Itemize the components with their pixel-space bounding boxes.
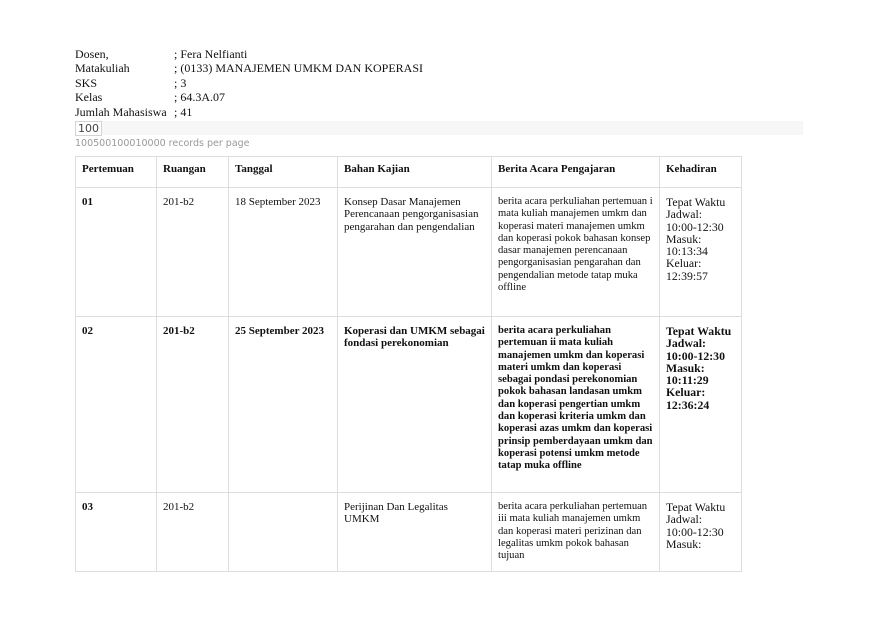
info-value: ; 41 [174, 104, 193, 119]
header-ruangan: Ruangan [157, 157, 229, 188]
table-row [76, 188, 742, 317]
course-info [75, 47, 423, 119]
kehadiran-masuk: 10:11:29 [666, 373, 709, 388]
kehadiran-status: Tepat Waktu [666, 500, 726, 514]
cell-tanggal [229, 493, 338, 572]
cell-tanggal: 25 September 2023 [229, 317, 338, 493]
cell-berita-acara: berita acara perkuliahan pertemuan ii mata kuliah manajemen umkm dan koperasi materi umkm dan koperasi sebagai pondasi perekonomian pokok bahasan landasan umkm dan koperasi pengertian umkm dan koperasi kriteria umkm dan koperasi azas umkm dan koperasi prinsip pemberdayaan umkm dan koperasi potensi umkm metode tatap muka offline [492, 317, 660, 493]
kehadiran-masuk-label: Masuk: [666, 231, 702, 246]
cell-bahan-kajian: Konsep Dasar Manajemen Perencanaan pengorganisasian pengarahan dan pengendalian [338, 188, 492, 317]
kehadiran-masuk-label: Masuk: [666, 360, 705, 375]
records-per-page-label: 100500100010000 records per page [75, 138, 250, 149]
info-row-kelas [75, 90, 423, 104]
kehadiran-jadwal-label: Jadwal: [666, 336, 706, 351]
cell-tanggal: 18 September 2023 [229, 188, 338, 317]
info-label: SKS [75, 75, 98, 90]
kehadiran-keluar: 12:39:57 [666, 268, 708, 283]
cell-berita-acara: berita acara perkuliahan pertemuan i mata kuliah manajemen umkm dan koperasi materi manajemen umkm dan koperasi pokok bahasan konsep dasar manajemen perencanaan pengorganisasian pengarahan dan pengendalian metode tatap muka offline [492, 188, 660, 317]
cell-bahan-kajian: Koperasi dan UMKM sebagai fondasi perekonomian [338, 317, 492, 493]
kehadiran-jadwal-label: Jadwal: [666, 207, 703, 222]
cell-kehadiran [660, 493, 742, 572]
berita-text: berita acara perkuliahan pertemuan iii mata kuliah manajemen umkm dan koperasi materi perizinan dan legalitas umkm pokok bahasan tujuan [498, 501, 648, 562]
info-value: ; (0133) MANAJEMEN UMKM DAN KOPERASI [174, 61, 424, 76]
cell-kehadiran [660, 317, 742, 493]
kehadiran-status: Tepat Waktu [666, 324, 732, 338]
header-bahan-kajian: Bahan Kajian [338, 157, 492, 188]
kehadiran-jadwal: 10:00-12:30 [666, 348, 725, 363]
cell-pertemuan: 02 [76, 317, 157, 493]
cell-pertemuan: 01 [76, 188, 157, 317]
cell-kehadiran [660, 188, 742, 317]
table-row [76, 317, 742, 493]
header-berita-acara: Berita Acara Pengajaran [492, 157, 660, 188]
cell-berita-acara [492, 493, 660, 572]
table-header-row [76, 157, 742, 188]
cell-ruangan: 201-b2 [157, 317, 229, 493]
kehadiran-jadwal: 10:00-12:30 [666, 524, 724, 539]
cell-pertemuan: 03 [76, 493, 157, 572]
kehadiran-status: Tepat Waktu [666, 195, 726, 209]
kehadiran-keluar-label: Keluar: [666, 385, 706, 400]
kehadiran-keluar-label: Keluar: [666, 256, 702, 271]
info-label: Matakuliah [75, 61, 130, 76]
kehadiran-masuk: 10:13:34 [666, 244, 708, 259]
kehadiran-jadwal: 10:00-12:30 [666, 219, 724, 234]
records-per-page-select[interactable]: 100 [75, 121, 102, 136]
info-value: ; Fera Nelfianti [174, 47, 248, 61]
info-value: ; 3 [174, 75, 187, 90]
kehadiran-masuk-label: Masuk: [666, 536, 702, 551]
info-row-dosen [75, 47, 423, 61]
header-pertemuan: Pertemuan [76, 157, 157, 188]
cell-ruangan: 201-b2 [157, 188, 229, 317]
cell-ruangan: 201-b2 [157, 493, 229, 572]
length-toolbar [75, 121, 803, 135]
attendance-table [75, 156, 742, 572]
header-kehadiran: Kehadiran [660, 157, 742, 188]
header-tanggal: Tanggal [229, 157, 338, 188]
info-label: Kelas [75, 90, 103, 105]
table-row [76, 493, 742, 572]
info-row-matakuliah [75, 61, 423, 75]
kehadiran-jadwal-label: Jadwal: [666, 512, 703, 527]
info-row-jumlah-mahasiswa [75, 105, 423, 119]
kehadiran-keluar: 12:36:24 [666, 397, 710, 412]
cell-bahan-kajian: Perijinan Dan Legalitas UMKM [338, 493, 492, 572]
info-label: Jumlah Mahasiswa [75, 104, 167, 119]
info-row-sks [75, 76, 423, 90]
info-label: Dosen, [75, 47, 109, 61]
info-value: ; 64.3A.07 [174, 90, 225, 105]
